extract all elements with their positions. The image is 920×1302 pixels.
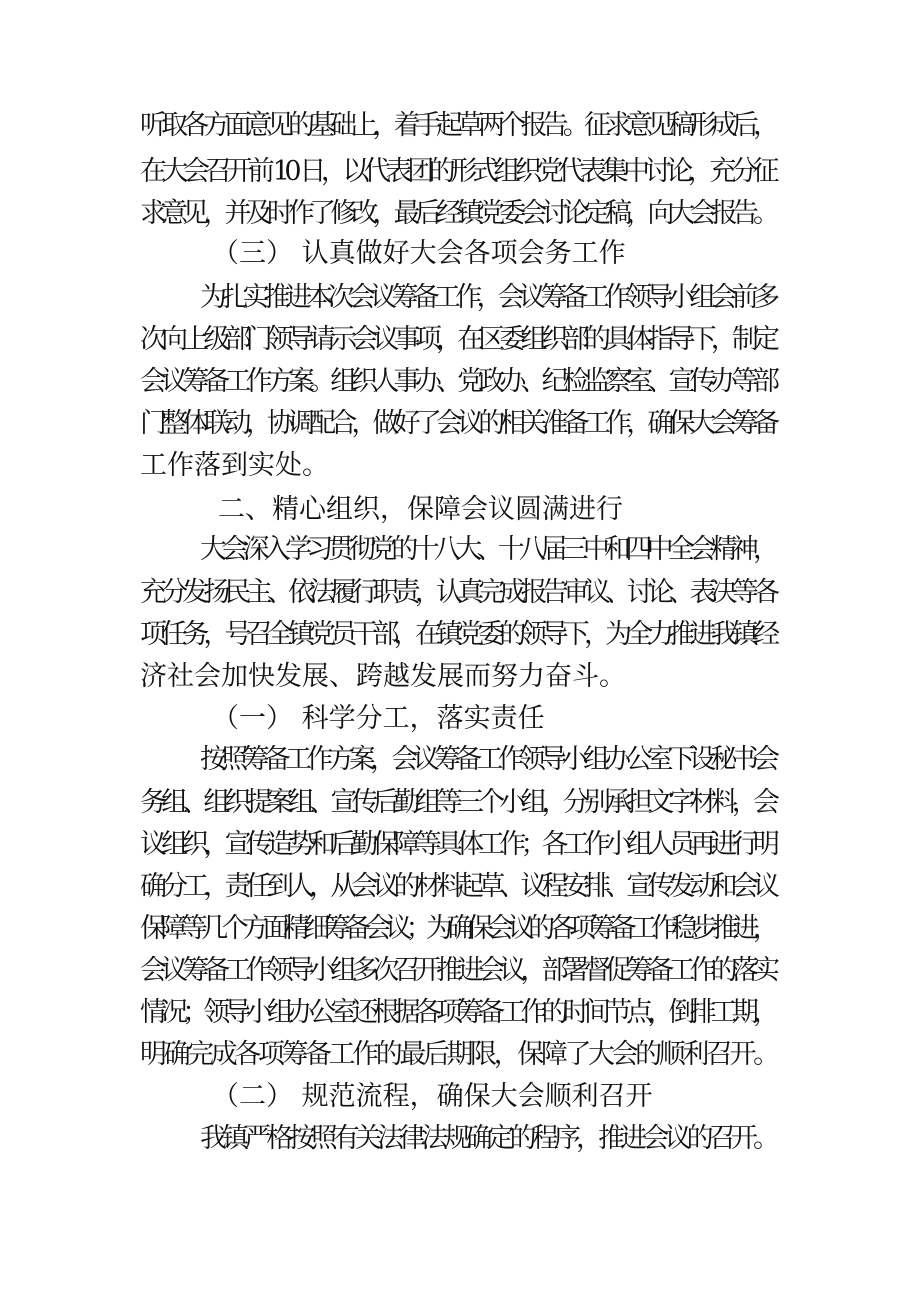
body-line: 确分工，责任到人，从会议的材料起草、议程安排、宣传发动和会议 [140,871,775,902]
body-line: 在大会召开前 10 日，以代表团的形式组织党代表集中讨论，充分征 [140,156,775,187]
body-line: 大会深入学习贯彻党的十八大、十八届三中和四中全会精神， [200,534,775,565]
section-heading: （三） 认真做好大会各项会务工作 [212,238,626,269]
body-line: 为扎实推进本次会议筹备工作，会议筹备工作领导小组会前多 [200,282,775,313]
body-line: 工作落到实处。 [140,450,329,481]
body-line: 按照筹备工作方案，会议筹备工作领导小组办公室下设秘书会 [200,744,775,775]
body-line: 求意见，并及时作了修改，最后经镇党委会讨论定稿，向大会报告。 [140,198,775,229]
body-line: 我镇严格按照有关法律法规确定的程序，推进会议的召开。 [200,1123,776,1154]
section-heading: 二、精心组织，保障会议圆满进行 [218,494,623,525]
body-line: 济社会加快发展、跨越发展而努力奋斗。 [140,661,626,692]
body-line: 充分发扬民主、依法履行职责，认真完成报告审议、讨论、表决等各 [140,577,775,608]
body-line: 议组织，宣传造势和后勤保障等具体工作；各工作小组人员再进行明 [140,829,775,860]
body-line: 明确完成各项筹备工作的最后期限，保障了大会的顺利召开。 [140,1039,777,1070]
body-line: 门整体联动，协调配合，做好了会议的相关准备工作，确保大会筹备 [140,408,775,439]
body-line: 会议筹备工作方案。组织人事办、党政办、纪检监察室、宣传办等部 [140,366,775,397]
body-line: 情况；领导小组办公室还根据各项筹备工作的时间节点，倒排工期， [140,997,775,1028]
section-heading: （一） 科学分工，落实责任 [212,703,545,734]
body-line: 保障等几个方面精细筹备会议；为确保会议的各项筹备工作稳步推进， [140,913,774,944]
body-line: 听取各方面意见的基础上，着手起草两个报告。征求意见稿形成后， [140,110,775,141]
body-line: 项任务，号召全镇党员干部，在镇党委的领导下，为全力推进我镇经 [140,619,775,650]
body-line: 务组、组织提案组、宣传后勤组等三个小组，分别承担文字材料，会 [140,787,775,818]
body-line: 次向上级部门领导请示会议事项，在区委组织部的具体指导下，制定 [140,324,775,355]
body-line: 会议筹备工作领导小组多次召开推进会议，部署督促筹备工作的落实 [140,955,775,986]
section-heading: （二） 规范流程，确保大会顺利召开 [212,1081,653,1112]
